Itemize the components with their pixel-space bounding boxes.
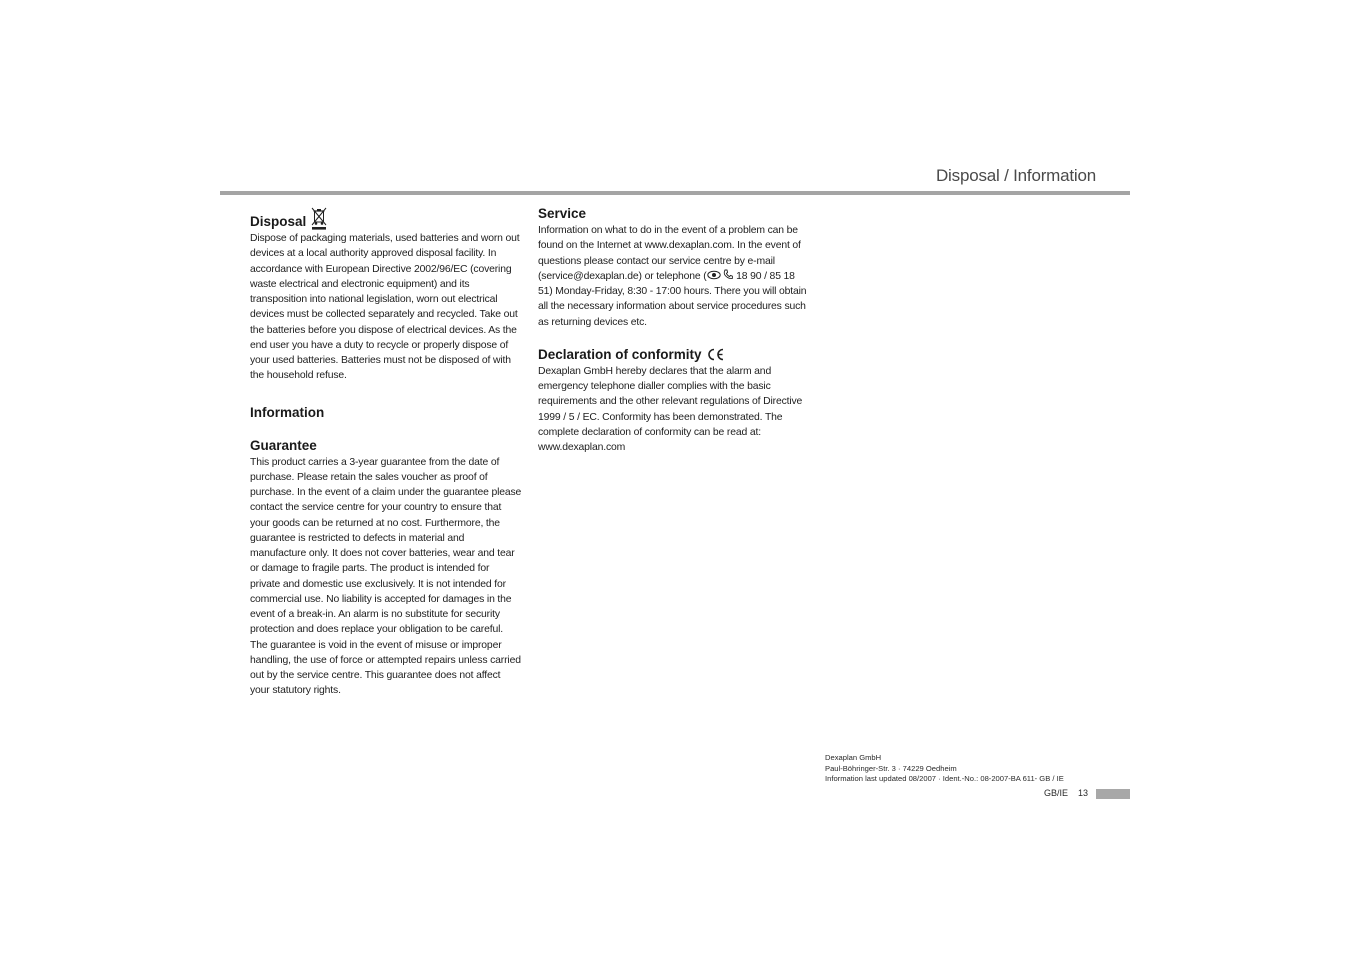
- middle-column: [538, 206, 810, 455]
- conformity-text: Dexaplan GmbH hereby declares that the alarm and emergency telephone dialler complies with the basic requirements and the other relevant regulations of Directive 1999 / 5 / EC. Conformity has been demonstrated. The complete declaration of conformity can be read at: www.dexaplan.com: [538, 365, 803, 453]
- header-rule: [220, 191, 1130, 195]
- disposal-text: Dispose of packaging materials, used batteries and worn out devices at a local authority approved disposal facility. In accordance with European Directive 2002/96/EC (covering waste electrical and electronic equipment) and its transposition into national legislation, worn out electrical devices must be collected separately and recycled. Take out the batteries before you dispose of electrical devices. As the end user you have a duty to recycle or properly dispose of your used batteries. Batteries must not be disposed of with the household refuse.: [250, 233, 520, 382]
- service-text-before-phone: Information on what to do in the event of a problem can be found on the Internet at www.dexaplan.com. In the event of questions please contact our service centre by e-mail (service@dexaplan.de) or telephone (: [538, 225, 801, 282]
- disposal-title: Disposal: [250, 214, 307, 229]
- footer-updated: Information last updated 08/2007 · Ident.-No.: 08-2007-BA 611- GB / IE: [825, 774, 1064, 783]
- page-header-title: Disposal / Information: [935, 166, 1096, 185]
- service-text: [538, 223, 810, 330]
- ce-mark-icon: [706, 348, 726, 361]
- page-number: 13: [1077, 788, 1088, 798]
- eye-icon: [707, 270, 721, 280]
- conformity-heading: [538, 347, 810, 362]
- telephone-icon: [723, 269, 733, 280]
- footer-region: GB/IE: [1043, 788, 1068, 798]
- service-text-after-icons: 18 90 / 85 18 51) Monday-Friday, 8:30 - 17:00 hours. There you will obtain all the necessary information about service procedures such as returning devices etc.: [538, 270, 807, 328]
- crossed-out-wheelie-bin-icon: [310, 206, 328, 230]
- footer-address: Paul-Böhringer-Str. 3 · 74229 Oedheim: [825, 763, 957, 773]
- footer-imprint: [825, 753, 1064, 785]
- conformity-title: Declaration of conformity: [538, 346, 702, 362]
- footer-page-info: [1034, 788, 1088, 798]
- guarantee-text: This product carries a 3-year guarantee from the date of purchase. Please retain the sales voucher as proof of purchase. In the event of a claim under the guarantee please contact the service centre for your country to ensure that your goods can be returned at no cost. Furthermore, the guarantee is restricted to defects in material and manufacture only. It does not cover batteries, wear and tear or damage to fragile parts. The product is intended for private and domestic use exclusively. It is not intended for commercial use. No liability is accepted for damages in the event of a break-in. An alarm is no substitute for security protection and does replace your obligation to be careful. The guarantee is void in the event of misuse or improper handling, the use of force or attempted repairs unless carried out by the service centre. This guarantee does not affect your statutory rights.: [250, 456, 522, 697]
- service-heading: Service: [538, 206, 587, 221]
- footer-company: Dexaplan GmbH: [825, 753, 882, 762]
- footer-bar: [1096, 789, 1130, 799]
- disposal-heading: [250, 206, 522, 229]
- guarantee-heading: Guarantee: [250, 437, 317, 453]
- information-heading: Information: [250, 404, 325, 420]
- left-column: [250, 206, 522, 699]
